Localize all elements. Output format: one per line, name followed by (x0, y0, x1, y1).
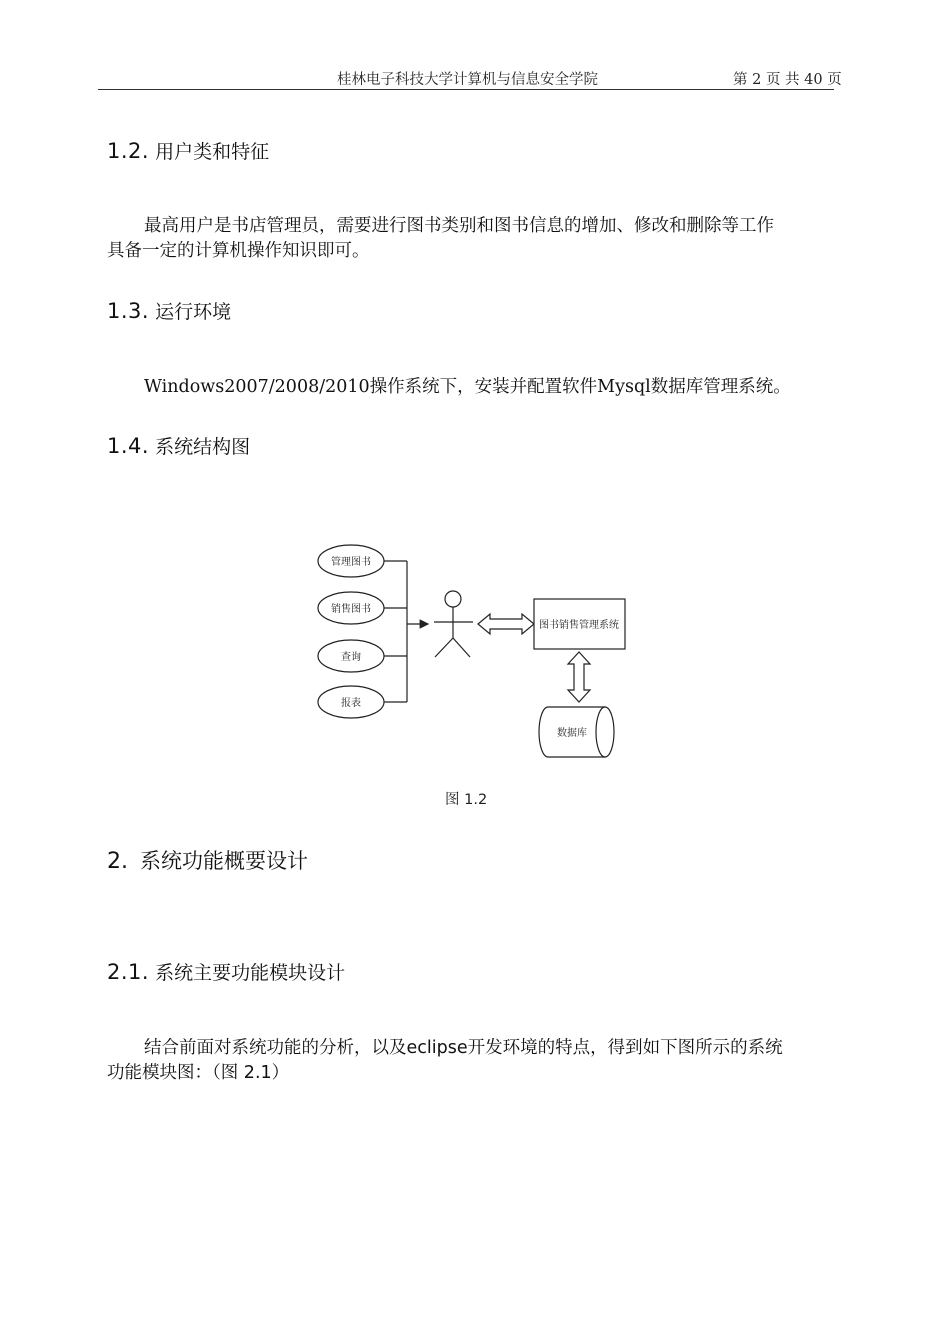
use-case-label: 查询 (341, 652, 361, 663)
paragraph-module-design (107, 1036, 847, 1086)
heading-text: 系统功能概要设计 (140, 849, 308, 873)
double-arrow-vertical (568, 652, 590, 702)
use-case-label: 管理图书 (331, 557, 371, 568)
paragraph-text: 数据库管理系统。 (650, 377, 791, 397)
paragraph-line: 结合前面对系统功能的分析，以及eclipse开发环境的特点，得到如下图所示的系统 (144, 1038, 783, 1058)
heading-number: 1.4. (107, 434, 150, 458)
header-title: 桂林电子科技大学计算机与信息安全学院 (337, 72, 598, 88)
use-case-query (318, 640, 384, 672)
use-case-report (318, 686, 384, 718)
system-box (534, 599, 625, 649)
paragraph-line: 功能模块图：（图 2.1） (107, 1063, 290, 1083)
system-label: 图书销售管理系统 (539, 620, 619, 631)
use-case-connectors (384, 561, 428, 702)
figure-caption: 图 1.2 (445, 792, 488, 808)
heading-number: 1.2. (107, 139, 150, 163)
use-case-sell-books (318, 592, 384, 624)
database-cylinder (539, 707, 614, 757)
heading-text: 用户类和特征 (155, 141, 270, 163)
use-case-label: 报表 (341, 698, 361, 709)
heading-text: 系统结构图 (155, 436, 251, 458)
heading-2-1 (107, 958, 345, 985)
heading-number: 2. (107, 849, 128, 874)
os-versions: Windows2007/2008/2010 (144, 377, 370, 397)
heading-2 (107, 845, 308, 875)
heading-number: 2.1. (107, 960, 150, 984)
database-label: 数据库 (557, 728, 587, 739)
use-case-manage-books (318, 545, 384, 577)
paragraph-line: 具备一定的计算机操作知识即可。 (107, 241, 370, 261)
actor-stick-figure (434, 591, 473, 657)
header-page-number: 第 2 页 共 40 页 (733, 72, 842, 88)
double-arrow-horizontal (478, 614, 534, 634)
heading-text: 运行环境 (155, 301, 232, 323)
software-name: Mysql (597, 377, 651, 397)
paragraph-text: 操作系统下，安装并配置软件 (369, 377, 598, 397)
use-case-label: 销售图书 (331, 604, 371, 615)
heading-number: 1.3. (107, 299, 150, 323)
heading-text: 系统主要功能模块设计 (155, 962, 346, 984)
paragraph-line: 最高用户是书店管理员，需要进行图书类别和图书信息的增加、修改和删除等工作 (144, 216, 774, 236)
